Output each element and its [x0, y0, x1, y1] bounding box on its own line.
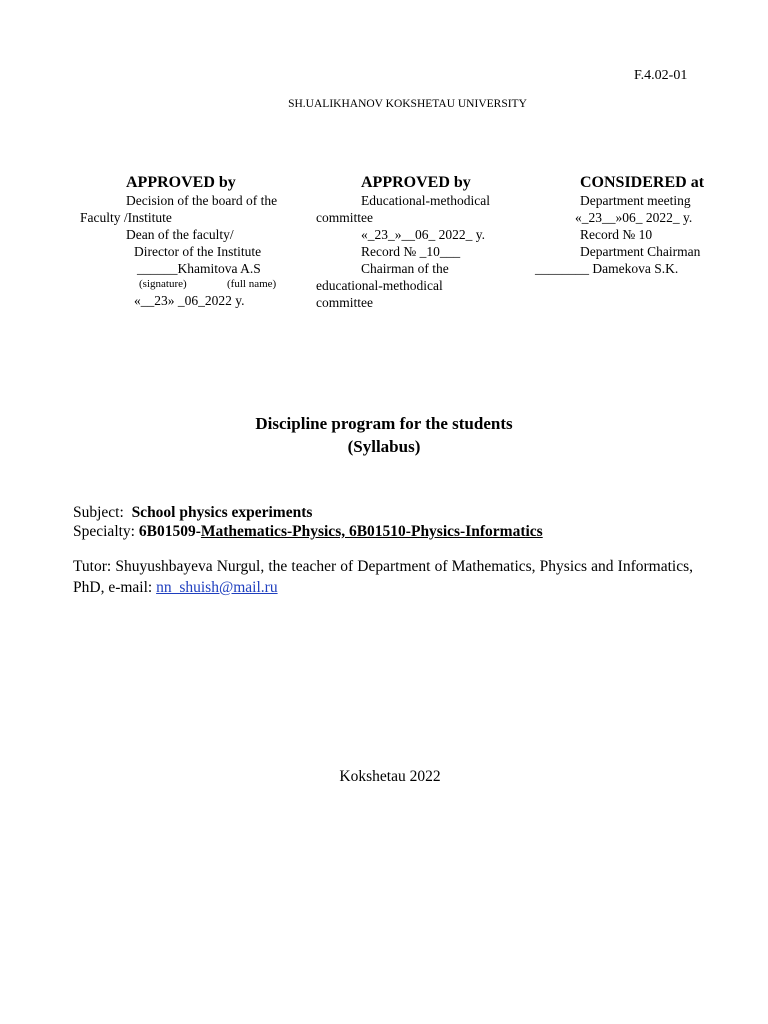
signature-line: ________ Damekova S.K. [535, 261, 679, 276]
signature-caption: (signature) [139, 278, 187, 290]
document-subtitle: (Syllabus) [347, 437, 421, 456]
tutor-text: Tutor: Shuyushbayeva Nurgul, the teacher of Department of Mathematics, Physics and Informatics, PhD, e-mail: [73, 558, 693, 596]
column-line: Decision of the board of the [126, 193, 278, 208]
column-line: educational-methodical [316, 278, 443, 293]
document-code: F.4.02-01 [634, 68, 688, 83]
approval-date: «__23» _06_2022 y. [134, 293, 245, 308]
column-line: Director of the Institute [134, 244, 262, 259]
subject-line [73, 504, 312, 522]
column-line: Educational-methodical [361, 193, 490, 208]
specialty-label: Specialty: [73, 523, 139, 540]
subject-label: Subject: [73, 504, 132, 521]
column-heading: APPROVED by [361, 174, 471, 191]
column-line: Dean of the faculty/ [126, 227, 234, 242]
column-line: committee [316, 210, 373, 225]
specialty-separator: - [195, 523, 201, 540]
fullname-caption: (full name) [227, 278, 277, 290]
subject-value: School physics experiments [131, 504, 313, 521]
approval-date: «_23_»__06_ 2022_ y. [361, 227, 485, 242]
specialty-line [73, 523, 543, 541]
tutor-info [73, 556, 693, 598]
record-number: Record № 10 [580, 227, 653, 242]
column-line: committee [316, 295, 373, 310]
specialty-code: 6B01509 [138, 523, 196, 540]
column-line: Chairman of the [361, 261, 449, 276]
document-title: Discipline program for the students [255, 414, 513, 433]
signature-line: ______Khamitova A.S [137, 261, 261, 276]
university-name: SH.UALIKHANOV KOKSHETAU UNIVERSITY [288, 98, 527, 110]
approval-date: «_23__»06_ 2022_ y. [575, 210, 693, 225]
column-line: Department meeting [580, 193, 691, 208]
specialty-programs: Mathematics-Physics, 6B01510-Physics-Informatics [200, 523, 543, 540]
column-heading: APPROVED by [126, 174, 236, 191]
tutor-email-link[interactable]: nn_shuish@mail.ru [156, 579, 278, 596]
column-line: Department Chairman [580, 244, 701, 259]
city-year: Kokshetau 2022 [339, 768, 441, 785]
column-heading: CONSIDERED at [580, 174, 705, 191]
record-number: Record № _10___ [361, 244, 461, 259]
column-line: Faculty /Institute [80, 210, 172, 225]
